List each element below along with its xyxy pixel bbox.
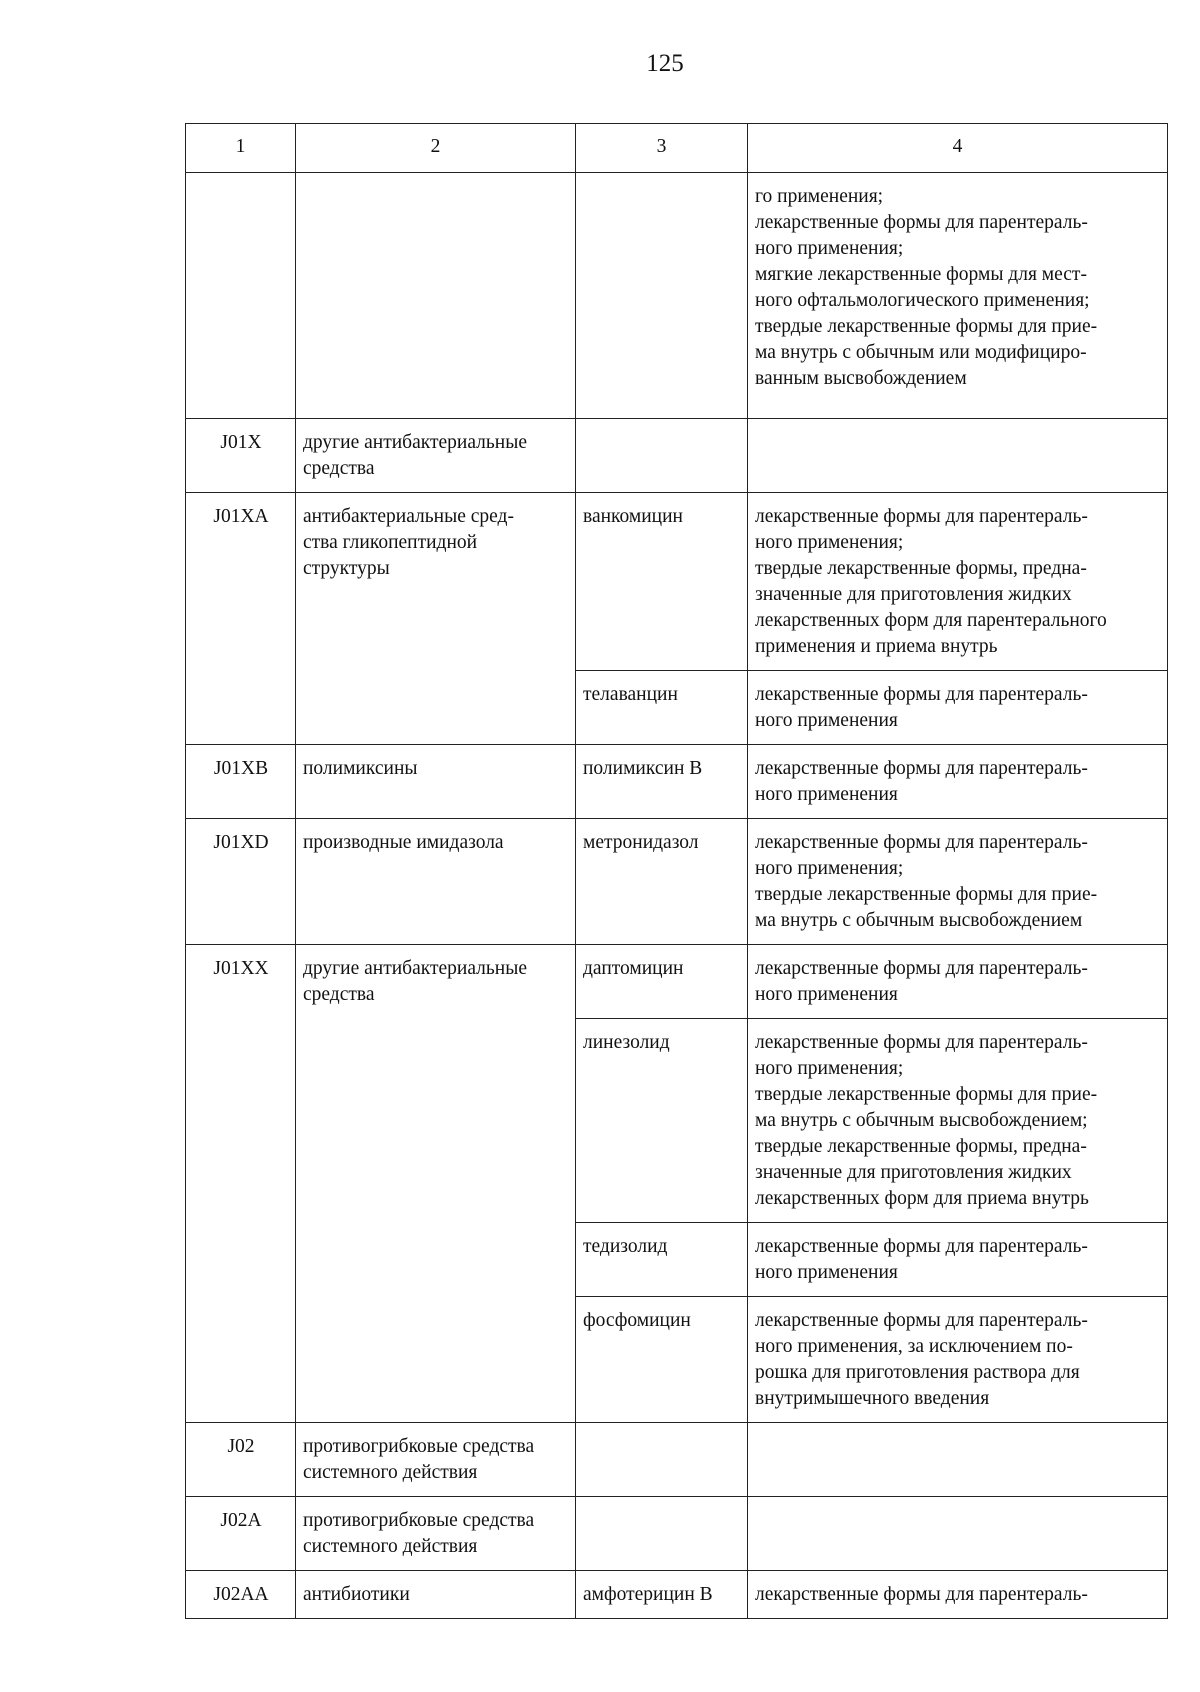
dosage-form-line: рошка для приготовления раствора для <box>755 1362 1080 1383</box>
dosage-forms-cell <box>748 1297 1168 1423</box>
table-row <box>186 1423 1168 1497</box>
group-name-cell <box>296 745 576 819</box>
dosage-form-line: ного применения; <box>755 532 904 553</box>
dosage-form-line: ного офтальмологического применения; <box>755 290 1090 311</box>
group-name-line: противогрибковые средства <box>303 1510 535 1531</box>
dosage-forms-cell <box>748 1223 1168 1297</box>
dosage-form-line: ванным высвобождением <box>755 368 967 389</box>
drug-table <box>185 123 1168 1619</box>
group-name-line: другие антибактериальные <box>303 958 527 979</box>
dosage-form-line: ного применения <box>755 1262 898 1283</box>
group-name-cell <box>296 1571 576 1619</box>
column-header-4: 4 <box>748 124 1168 173</box>
group-name-line: полимиксины <box>303 758 418 779</box>
atc-code-cell: J01XB <box>186 745 296 819</box>
dosage-form-line: лекарственные формы для парентераль- <box>755 506 1088 527</box>
group-name-line: другие антибактериальные <box>303 432 527 453</box>
dosage-form-line: значенные для приготовления жидких <box>755 1162 1072 1183</box>
dosage-form-line: твердые лекарственные формы для прие- <box>755 1084 1098 1105</box>
table-row <box>186 419 1168 493</box>
dosage-forms-cell <box>748 745 1168 819</box>
dosage-form-line: ма внутрь с обычным высвобождением; <box>755 1110 1088 1131</box>
drug-name-cell <box>576 419 748 493</box>
dosage-form-line: лекарственные формы для парентераль- <box>755 832 1088 853</box>
dosage-form-line: ного применения <box>755 710 898 731</box>
table-row <box>186 819 1168 945</box>
dosage-form-line: го применения; <box>755 186 884 207</box>
group-name-line: противогрибковые средства <box>303 1436 535 1457</box>
table-body <box>186 173 1168 1619</box>
table-row <box>186 745 1168 819</box>
dosage-form-line: ма внутрь с обычным или модифициро- <box>755 342 1087 363</box>
dosage-form-line: ного применения, за исключением по- <box>755 1336 1073 1357</box>
dosage-form-line: применения и приема внутрь <box>755 636 998 657</box>
table-row <box>186 493 1168 671</box>
dosage-form-line: внутримышечного введения <box>755 1388 990 1409</box>
drug-name-cell: метронидазол <box>576 819 748 945</box>
dosage-form-line: лекарственные формы для парентераль- <box>755 1032 1088 1053</box>
dosage-form-line: ного применения; <box>755 238 904 259</box>
group-name-cell <box>296 419 576 493</box>
dosage-forms-cell <box>748 819 1168 945</box>
atc-code-cell: J02A <box>186 1497 296 1571</box>
dosage-form-line: лекарственные формы для парентераль- <box>755 212 1088 233</box>
dosage-form-line: твердые лекарственные формы, предна- <box>755 1136 1087 1157</box>
dosage-forms-cell <box>748 1019 1168 1223</box>
dosage-forms-cell <box>748 173 1168 419</box>
dosage-form-line: лекарственные формы для парентераль- <box>755 958 1088 979</box>
group-name-line: антибактериальные сред- <box>303 506 514 527</box>
atc-code-cell: J01XA <box>186 493 296 745</box>
table-row <box>186 945 1168 1019</box>
atc-code-cell: J01XD <box>186 819 296 945</box>
group-name-cell <box>296 173 576 419</box>
column-header-3: 3 <box>576 124 748 173</box>
dosage-form-line: лекарственные формы для парентераль- <box>755 1584 1088 1605</box>
drug-name-cell: полимиксин В <box>576 745 748 819</box>
dosage-forms-cell <box>748 1423 1168 1497</box>
drug-name-cell: фосфомицин <box>576 1297 748 1423</box>
drug-name-cell: тедизолид <box>576 1223 748 1297</box>
drug-name-cell: ванкомицин <box>576 493 748 671</box>
group-name-cell <box>296 945 576 1423</box>
dosage-form-line: мягкие лекарственные формы для мест- <box>755 264 1087 285</box>
group-name-cell <box>296 819 576 945</box>
dosage-form-line: твердые лекарственные формы, предна- <box>755 558 1087 579</box>
table-row <box>186 173 1168 419</box>
dosage-forms-cell <box>748 671 1168 745</box>
dosage-form-line: ного применения <box>755 984 898 1005</box>
dosage-form-line: ного применения; <box>755 1058 904 1079</box>
dosage-form-line: значенные для приготовления жидких <box>755 584 1072 605</box>
atc-code-cell: J01X <box>186 419 296 493</box>
dosage-form-line: лекарственные формы для парентераль- <box>755 684 1088 705</box>
drug-name-cell: телаванцин <box>576 671 748 745</box>
group-name-line: ства гликопептидной <box>303 532 478 553</box>
column-header-2: 2 <box>296 124 576 173</box>
group-name-line: антибиотики <box>303 1584 410 1605</box>
dosage-form-line: лекарственных форм для парентерального <box>755 610 1107 631</box>
group-name-cell <box>296 1423 576 1497</box>
group-name-line: системного действия <box>303 1462 478 1483</box>
header-row <box>186 124 1168 173</box>
dosage-form-line: ного применения; <box>755 858 904 879</box>
dosage-forms-cell <box>748 945 1168 1019</box>
atc-code-cell <box>186 173 296 419</box>
drug-name-cell: даптомицин <box>576 945 748 1019</box>
group-name-cell <box>296 1497 576 1571</box>
group-name-line: средства <box>303 984 375 1005</box>
group-name-cell <box>296 493 576 745</box>
dosage-form-line: лекарственные формы для парентераль- <box>755 1310 1088 1331</box>
drug-name-cell <box>576 173 748 419</box>
dosage-forms-cell <box>748 1497 1168 1571</box>
atc-code-cell: J02AA <box>186 1571 296 1619</box>
dosage-form-line: твердые лекарственные формы для прие- <box>755 316 1098 337</box>
column-header-1: 1 <box>186 124 296 173</box>
dosage-forms-cell <box>748 1571 1168 1619</box>
drug-name-cell <box>576 1497 748 1571</box>
dosage-form-line: твердые лекарственные формы для прие- <box>755 884 1098 905</box>
dosage-form-line: лекарственные формы для парентераль- <box>755 758 1088 779</box>
drug-name-cell <box>576 1423 748 1497</box>
dosage-forms-cell <box>748 419 1168 493</box>
group-name-line: системного действия <box>303 1536 478 1557</box>
dosage-form-line: лекарственных форм для приема внутрь <box>755 1188 1089 1209</box>
page-number: 125 <box>646 50 684 77</box>
dosage-form-line: лекарственные формы для парентераль- <box>755 1236 1088 1257</box>
table-row <box>186 1571 1168 1619</box>
dosage-form-line: ма внутрь с обычным высвобождением <box>755 910 1083 931</box>
group-name-line: структуры <box>303 558 390 579</box>
atc-code-cell: J02 <box>186 1423 296 1497</box>
atc-code-cell: J01XX <box>186 945 296 1423</box>
table-row <box>186 1497 1168 1571</box>
drug-name-cell: амфотерицин В <box>576 1571 748 1619</box>
drug-name-cell: линезолид <box>576 1019 748 1223</box>
group-name-line: средства <box>303 458 375 479</box>
dosage-form-line: ного применения <box>755 784 898 805</box>
dosage-forms-cell <box>748 493 1168 671</box>
group-name-line: производные имидазола <box>303 832 504 853</box>
